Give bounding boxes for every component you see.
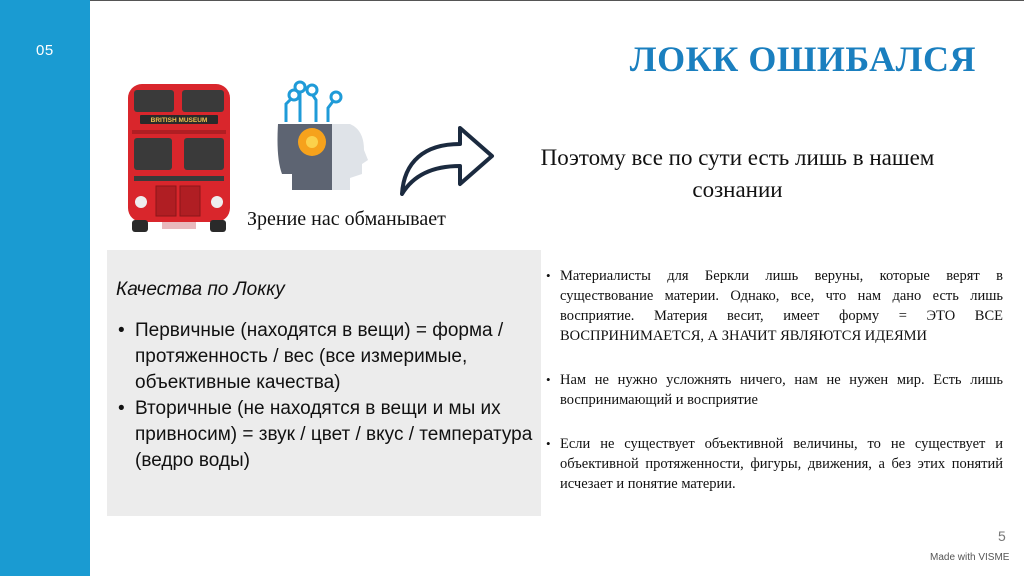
vision-caption: Зрение нас обманывает — [247, 208, 446, 230]
berkeley-list — [545, 266, 1003, 518]
bus-sign-text: BRITISH MUSEUM — [150, 117, 208, 124]
qualities-heading: Качества по Локку — [116, 279, 285, 300]
double-decker-bus-icon — [126, 82, 232, 234]
ai-head-icon — [272, 78, 370, 190]
top-border-line — [0, 0, 1024, 1]
list-item: • Нам не нужно усложнять ничего, нам не нужен мир. Есть лишь воспринимающий и восприятие — [545, 370, 1003, 410]
curved-arrow-icon — [398, 122, 496, 196]
slide-number: 05 — [36, 42, 54, 59]
list-item: • Материалисты для Беркли лишь веруны, которые верят в существование материи. Однако, все, что нам дано есть лишь восприятие. Материя весит, имеет форму = ЭТО ВСЕ ВОСПРИНИМАЕТСЯ, А ЗНАЧИТ ЯВЛЯЮТСЯ ИДЕЯМИ — [545, 266, 1003, 346]
page-mark: 5 — [998, 528, 1006, 544]
slide-title: ЛОКК ОШИБАЛСЯ — [629, 39, 976, 79]
list-item: • Вторичные (не находятся в вещи и мы их привносим) = звук / цвет / вкус / температура (ведро воды) — [116, 396, 534, 474]
qualities-list — [116, 318, 534, 474]
list-item: • Первичные (находятся в вещи) = форма / протяженность / вес (все измеримые, объективные качества) — [116, 318, 534, 396]
sidebar-accent — [0, 0, 90, 576]
visme-watermark: Made with VISME — [930, 552, 1010, 563]
list-item: • Если не существует объективной величины, то не существует и объективной протяженности, фигуры, движения, а без этих понятий исчезает и понятие материи. — [545, 434, 1003, 494]
conclusion-text: Поэтому все по сути есть лишь в нашем сознании — [540, 145, 935, 202]
